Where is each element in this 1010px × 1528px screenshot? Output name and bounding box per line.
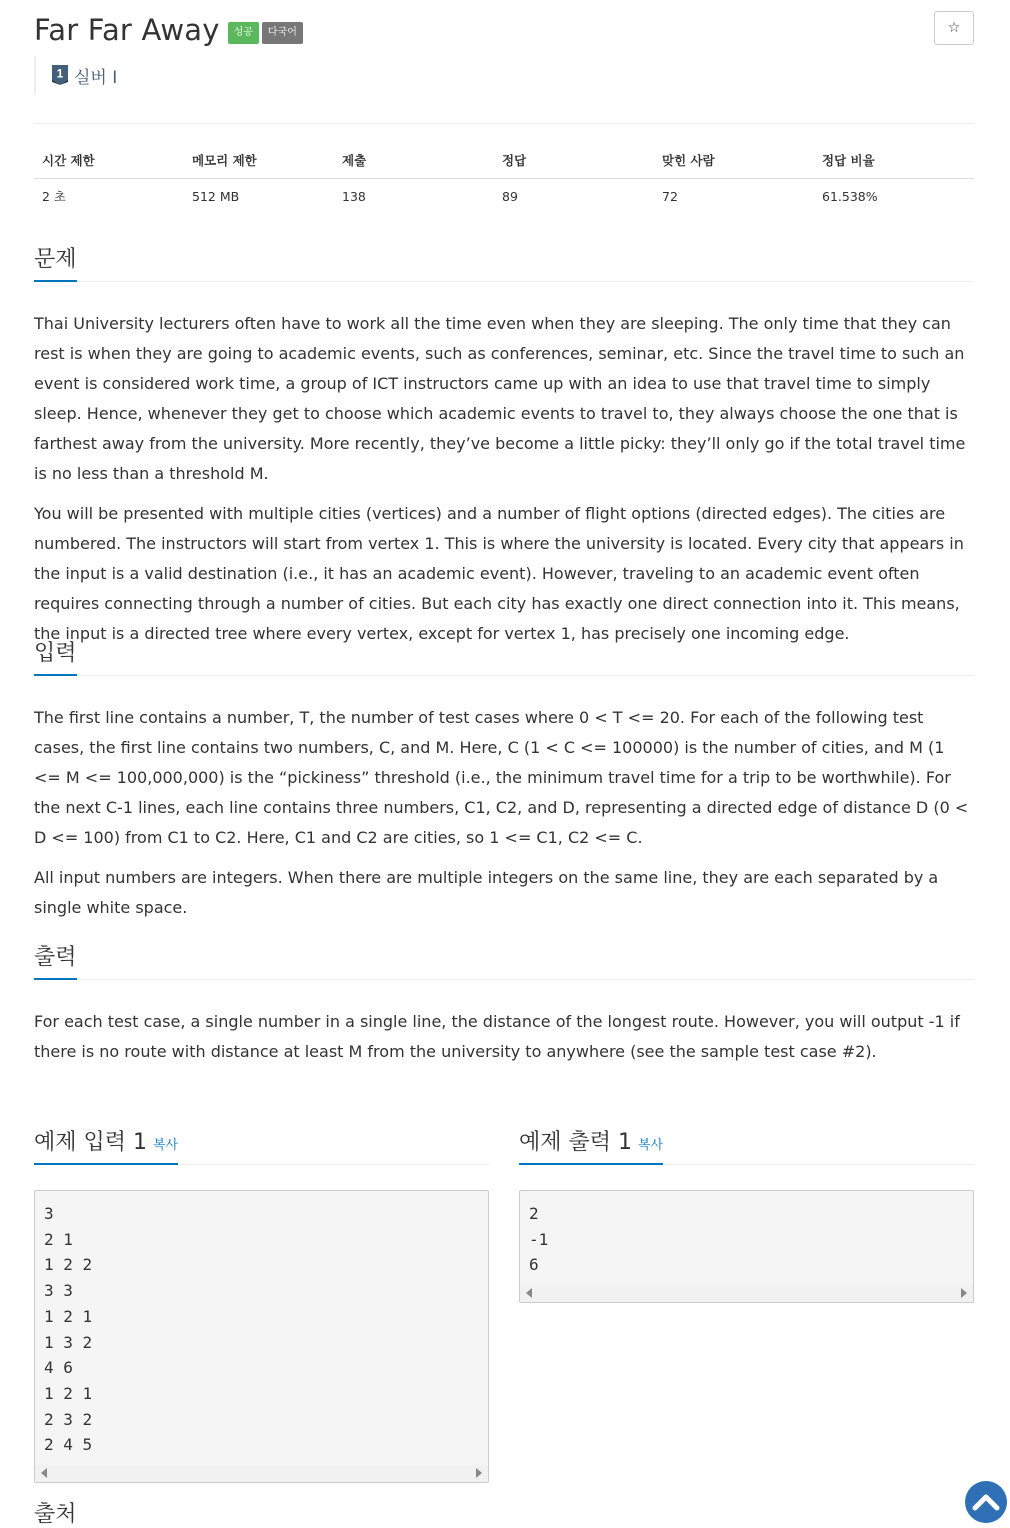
problem-title: Far Far Away <box>34 13 220 47</box>
sample-input-content: 3 2 1 1 2 2 3 3 1 2 1 1 3 2 4 6 1 2 1 2 3 2 2 4 5 <box>44 1204 93 1455</box>
scroll-left-icon[interactable] <box>41 1468 47 1478</box>
sample-input-title: 예제 입력 1 <box>34 1130 147 1155</box>
sample-input-section <box>34 1123 489 1483</box>
input-paragraph: All input numbers are integers. When there are multiple integers on the same line, they are each separated by a single white space. <box>34 868 939 917</box>
star-button[interactable] <box>934 11 974 45</box>
output-heading: 출력 <box>34 938 77 980</box>
scroll-left-icon[interactable] <box>526 1288 532 1298</box>
solvers-value[interactable]: 72 <box>662 188 678 204</box>
input-heading-bar <box>34 634 974 676</box>
scroll-right-icon[interactable] <box>961 1288 967 1298</box>
input-paragraph: The first line contains a number, T, the number of test cases where 0 < T <= 20. For each of the following test cases, the first line contains two numbers, C, and M. Here, C (1 < C <= 100000) is the number of cities, and M (1 <= M <= 100,000,000) is the “pickiness” threshold (i.e., the minimum travel time for a trip to be worthwhile). For the next C-1 lines, each line contains three numbers, C1, C2, and D, representing a directed edge of distance D (0 < D <= 100) from C1 to C2. Here, C1 and C2 are cities, so 1 <= C1, C2 <= C. <box>34 708 969 847</box>
input-body <box>34 676 974 923</box>
solvers-header: 맞힌 사람 <box>654 143 814 178</box>
sample-output-section <box>519 1123 974 1303</box>
sample-input-scrollbar[interactable] <box>35 1465 488 1482</box>
svg-text:1: 1 <box>56 66 64 81</box>
output-body <box>34 980 974 1067</box>
star-icon: ☆ <box>947 20 961 36</box>
input-section <box>34 634 974 933</box>
sample-output-heading <box>519 1123 663 1165</box>
input-heading: 입력 <box>34 634 77 676</box>
output-paragraph: For each test case, a single number in a single line, the distance of the longest route. However, you will output -1 if there is no route with distance at least M from the university to anywhere (see the sample test case #2). <box>34 1012 960 1061</box>
output-heading-bar <box>34 938 974 980</box>
accepted-value[interactable]: 89 <box>502 188 518 204</box>
tier-label[interactable]: 실버 I <box>74 67 118 88</box>
sample-input-heading-bar <box>34 1123 489 1165</box>
info-value-row <box>34 178 974 214</box>
success-badge: 성공 <box>228 22 259 44</box>
sample-input-heading <box>34 1123 178 1165</box>
memory-limit-value: 512 MB <box>192 188 240 204</box>
description-section <box>34 240 974 659</box>
tier-silver-icon <box>52 65 68 85</box>
time-limit-value: 2 초 <box>42 189 67 205</box>
copy-sample-output-button[interactable]: 복사 <box>638 1138 664 1153</box>
problem-info-table <box>34 143 974 214</box>
chevron-up-icon <box>971 1490 1001 1514</box>
ratio-header: 정답 비율 <box>814 143 974 178</box>
sample-output-title: 예제 출력 1 <box>519 1130 632 1155</box>
description-body <box>34 282 974 649</box>
source-heading-partial: 출처 <box>34 1502 77 1527</box>
accepted-header: 정답 <box>494 143 654 178</box>
description-paragraph: You will be presented with multiple cities (vertices) and a number of flight options (directed edges). The cities are numbered. The instructors will start from vertex 1. This is where the university is located. Every city that appears in the input is a valid destination (i.e., it has an academic event). However, traveling to an academic event often requires connecting through a number of cities. But each city has exactly one direct connection into it. This means, the input is a directed tree where every vertex, except for vertex 1, has precisely one incoming edge. <box>34 504 964 643</box>
scroll-to-top-button[interactable] <box>965 1481 1007 1523</box>
sample-output-box[interactable] <box>519 1190 974 1303</box>
tier-box <box>34 56 117 94</box>
submissions-value[interactable]: 138 <box>342 188 366 204</box>
scroll-right-icon[interactable] <box>476 1468 482 1478</box>
sample-output-scrollbar[interactable] <box>520 1285 973 1302</box>
time-limit-header: 시간 제한 <box>34 143 184 178</box>
copy-sample-input-button[interactable]: 복사 <box>153 1138 179 1153</box>
output-section <box>34 938 974 1077</box>
info-header-row <box>34 143 974 178</box>
sample-input-box[interactable] <box>34 1190 489 1483</box>
ratio-value: 61.538% <box>822 188 878 204</box>
memory-limit-header: 메모리 제한 <box>184 143 334 178</box>
title-row <box>34 10 303 50</box>
description-heading-bar <box>34 240 974 282</box>
description-heading: 문제 <box>34 240 77 282</box>
submissions-header: 제출 <box>334 143 494 178</box>
sample-output-heading-bar <box>519 1123 974 1165</box>
divider <box>34 123 974 124</box>
sample-output-content: 2 -1 6 <box>529 1204 549 1275</box>
language-badge: 다국어 <box>262 22 303 44</box>
description-paragraph: Thai University lecturers often have to work all the time even when they are sleeping. The only time that they can rest is when they are going to academic events, such as conferences, seminar, etc. Since the travel time to such an event is considered work time, a group of ICT instructors came up with an idea to use that travel time to simply sleep. Hence, whenever they get to choose which academic events to travel to, they always choose the one that is farthest away from the university. More recently, they’ve become a little picky: they’ll only go if the total travel time is no less than a threshold M. <box>34 314 966 483</box>
